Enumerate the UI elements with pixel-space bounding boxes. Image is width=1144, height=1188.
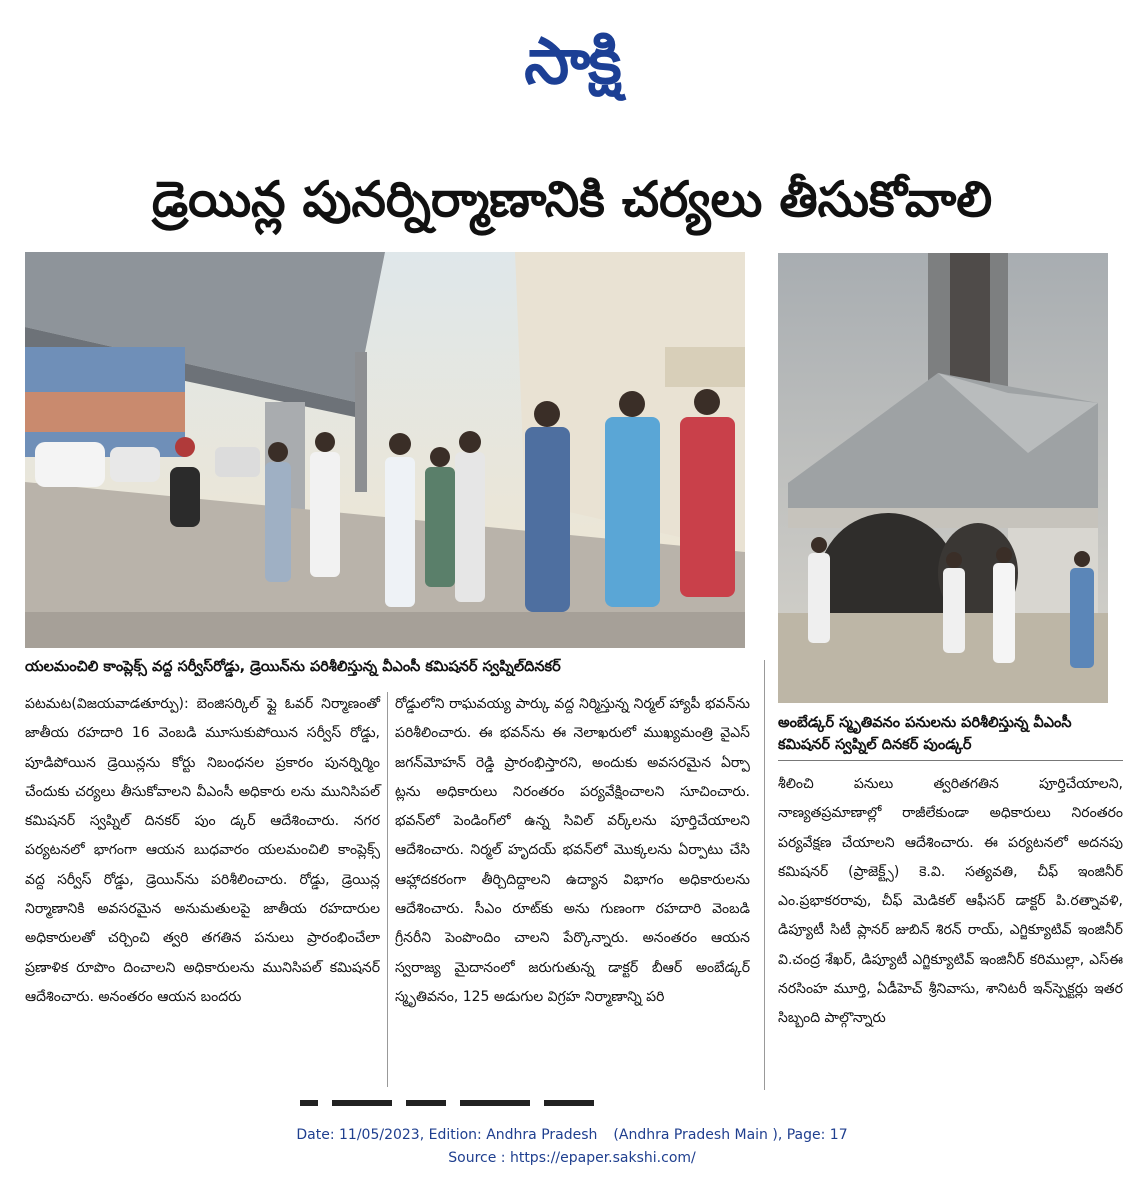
cropped-text-fragment	[300, 1100, 630, 1110]
photo1-caption: యలమంచిలి కాంప్లెక్స్‌ వద్ద సర్వీస్‌రోడ్డు, డ్రెయిన్‌ను పరిశీలిస్తున్న వీఎంసీ కమిషనర్‌ స్వప్నిల్‌దినకర్‌	[25, 659, 561, 675]
column-divider	[387, 692, 388, 1087]
article-column-1: పటమట(విజయవాడతూర్పు): బెంజిసర్కిల్‌ ఫ్లై ఓవర్‌ నిర్మాణంతో జాతీయ రహదారి 16 వెంబడి మూసుకుపోయిన సర్వీస్‌ రోడ్డు, పూడిపోయిన డ్రెయిన్లను కోర్టు నిబంధనల ప్రకారం పునర్నిర్మిం చేందుకు చర్యలు తీసుకోవాలని వీఎంసీ అధికారు లను మునిసిపల్‌ కమిషనర్‌ స్వప్నిల్‌ దినకర్‌ పుం డ్కర్‌ ఆదేశించారు. నగర పర్యటనలో భాగంగా ఆయన బుధవారం యలమంచిలి కాంప్లెక్స్‌ వద్ద సర్వీస్‌ రోడ్డు, డ్రెయిన్‌ను పరిశీలించారు. రోడ్డు, డ్రెయిన్ల నిర్మాణానికి అవసరమైన అనుమతులపై జాతీయ రహదారుల అధికారులతో చర్చించి త్వరి తగతిన పనులు ప్రారంభించేలా ప్రణాళిక రూపొం దించాలని అధికారులను మునిసిపల్‌ కమిషనర్‌ ఆదేశించారు. అనంతరం ఆయన బందరు	[25, 696, 380, 1005]
column-divider	[764, 660, 765, 1090]
photo-ambedkar-smruthivanam	[778, 253, 1108, 703]
sakshi-logo: సాక్షి	[524, 25, 620, 99]
photo2-caption: అంబేడ్కర్‌ స్మృతివనం పనులను పరిశీలిస్తున్న వీఎంసీ కమిషనర్‌ స్వప్నిల్‌ దినకర్‌ పుండ్కర్‌	[778, 715, 1072, 753]
photo-ambedkar-image	[778, 253, 1108, 703]
headline: డ్రెయిన్ల పునర్నిర్మాణానికి చర్యలు తీసుకోవాలి	[151, 171, 993, 228]
footer-source-link[interactable]: Source : https://epaper.sakshi.com/	[448, 1150, 696, 1166]
article-column-2: రోడ్డులోని రాఘవయ్య పార్కు వద్ద నిర్మిస్తున్న నిర్మల్‌ హ్యాపీ భవన్‌ను పరిశీలించారు. ఈ భవన్‌ను ఈ నెలాఖరులో ముఖ్యమంత్రి వైఎస్‌ జగన్‌మోహన్‌ రెడ్డి ప్రారంభిస్తారని, అందుకు అవసరమైన ఏర్పా ట్లను అధికారులు నిరంతరం పర్యవేక్షించాలని సూచించారు. భవన్‌లో పెండింగ్‌లో ఉన్న సివిల్‌ వర్క్‌లను పూర్తిచేయాలని ఆదేశించారు. నిర్మల్‌ హృదయ్‌ భవన్‌లో మొక్కలను ఏర్పాటు చేసి ఆహ్లాదకరంగా తీర్చిదిద్దాలని ఉద్యాన విభాగం అధికారులను ఆదేశించారు. సీఎం రూట్‌కు అను గుణంగా రహదారి వెంబడి గ్రీనరీని పెంపొందిం చాలని పేర్కొన్నారు. అనంతరం ఆయన స్వరాజ్య మైదానంలో జరుగుతున్న డాక్టర్‌ బీఆర్‌ అంబేడ్కర్‌ స్మృతివనం, 125 అడుగుల విగ్రహ నిర్మాణాన్ని పరి	[395, 696, 750, 1005]
footer-edition-text: (Andhra Pradesh Main ), Page: 17	[613, 1127, 848, 1143]
footer-date-edition	[0, 1127, 1144, 1143]
article-column-3: శీలించి పనులు త్వరితగతిన పూర్తిచేయాలని, నాణ్యతప్రమాణాల్లో రాజీలేకుండా అధికారులు నిరంతరం పర్యవేక్షణ చేయాలని ఆదేశించారు. ఈ పర్యటనలో అదనపు కమిషనర్‌ (ప్రాజెక్ట్స్‌) కె.వి. సత్యవతి, చీఫ్‌ ఇంజినీర్‌ ఎం.ప్రభాకరరావు, చీఫ్‌ మెడికల్‌ ఆఫీసర్‌ డాక్టర్‌ పి.రత్నావళి, డిప్యూటీ సిటీ ప్లానర్‌ జుబిన్‌ శిరన్‌ రాయ్‌, ఎగ్జిక్యూటివ్‌ ఇంజినీర్‌ వి.చంద్ర శేఖర్‌, డిప్యూటీ ఎగ్జిక్యూటివ్‌ ఇంజినీర్‌ కరిముల్లా, ఎస్‌ఈ నరసింహ మూర్తి, ఏడీహెచ్‌ శ్రీనివాసు, శానిటరీ ఇన్‌స్పెక్టర్లు ఇతర సిబ్బంది పాల్గొన్నారు	[778, 776, 1123, 1027]
photo-service-road-inspection	[25, 252, 745, 648]
photo-service-road-image	[25, 252, 745, 648]
caption-divider	[778, 760, 1123, 761]
footer-date-text: Date: 11/05/2023, Edition: Andhra Pradesh	[296, 1127, 598, 1143]
